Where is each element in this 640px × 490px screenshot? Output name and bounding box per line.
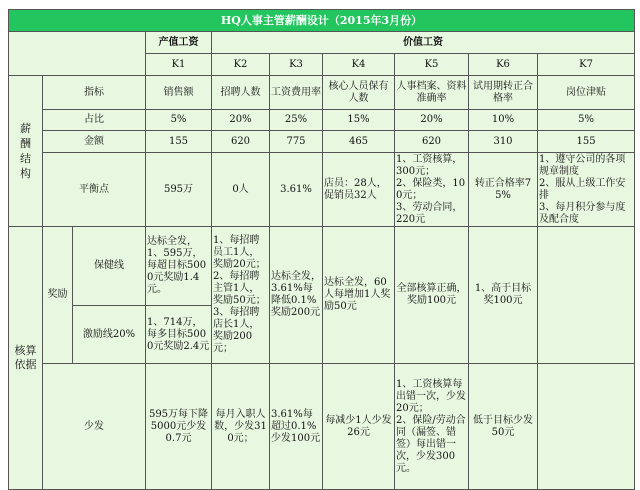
section-salary: 薪酬结构 — [9, 76, 43, 227]
reward-k4: 达标全发，60人每增加1人奖励50元 — [323, 227, 395, 364]
balance-k3: 3.61% — [270, 153, 323, 227]
ratio-k2: 20% — [212, 110, 270, 131]
balance-k5: 1、工资核算，300元； 2、保险类，100元； 3、劳动合同，220元 — [395, 153, 469, 227]
amount-k5: 620 — [395, 131, 469, 153]
ratio-k4: 15% — [323, 110, 395, 131]
balance-k6: 转正合格率75% — [469, 153, 538, 227]
incentive-line-label: 激励线20% — [73, 306, 146, 364]
amount-k7: 155 — [538, 131, 635, 153]
indicator-k6: 试用期转正合格率 — [469, 76, 538, 110]
section-basis: 核算依据 — [9, 227, 43, 490]
code-k3: K3 — [270, 54, 323, 76]
row-label-ratio: 占比 — [43, 110, 146, 131]
less-label: 少发 — [43, 364, 146, 490]
code-k7: K7 — [538, 54, 635, 76]
incentive-k1: 1、714万，每多目标5000元奖励2.4元 — [146, 306, 212, 364]
ratio-k3: 25% — [270, 110, 323, 131]
less-k2: 每月入职人数，少发310元； — [212, 364, 270, 490]
balance-k2: 0人 — [212, 153, 270, 227]
indicator-k1: 销售额 — [146, 76, 212, 110]
reward-k2: 1、每招聘员工1人，奖励20元； 2、每招聘主管1人，奖励50元； 3、每招聘店长1人，奖励200元； — [212, 227, 270, 364]
ratio-k6: 10% — [469, 110, 538, 131]
code-k6: K6 — [469, 54, 538, 76]
less-k1: 595万每下降5000元少发0.7元 — [146, 364, 212, 490]
less-k4: 每减少1人少发26元 — [323, 364, 395, 490]
amount-k4: 465 — [323, 131, 395, 153]
reward-k7 — [538, 227, 635, 364]
indicator-k5: 人事档案、资料准确率 — [395, 76, 469, 110]
code-k1: K1 — [146, 54, 212, 76]
health-k1: 达标全发，1、595万，每超目标5000元奖励1.4元。 — [146, 227, 212, 306]
ratio-k5: 20% — [395, 110, 469, 131]
less-k7 — [538, 364, 635, 490]
less-k5: 1、工资核算每出错一次，少发20元； 2、保险/劳动合同（漏签、错签）每出错一次，少发300元。 — [395, 364, 469, 490]
indicator-k3: 工资费用率 — [270, 76, 323, 110]
reward-k3: 达标全发，3.61%每降低0.1%奖励200元 — [270, 227, 323, 364]
code-k2: K2 — [212, 54, 270, 76]
row-label-balance: 平衡点 — [43, 153, 146, 227]
health-line-label: 保健线 — [73, 227, 146, 306]
corner-cell — [9, 32, 146, 76]
amount-k1: 155 — [146, 131, 212, 153]
amount-k6: 310 — [469, 131, 538, 153]
row-label-indicator: 指标 — [43, 76, 146, 110]
balance-k1: 595万 — [146, 153, 212, 227]
group-value: 价值工资 — [212, 32, 635, 54]
ratio-k1: 5% — [146, 110, 212, 131]
reward-k5: 全部核算正确，奖励100元 — [395, 227, 469, 364]
code-k4: K4 — [323, 54, 395, 76]
group-output: 产值工资 — [146, 32, 212, 54]
row-label-amount: 金额 — [43, 131, 146, 153]
balance-k4: 店员：28人，促销员32人 — [323, 153, 395, 227]
table-title: HQ人事主管薪酬设计（2015年3月份） — [9, 10, 635, 32]
reward-k6: 1、高于目标奖100元 — [469, 227, 538, 364]
less-k3: 3.61%每超过0.1%少发100元 — [270, 364, 323, 490]
salary-table — [8, 9, 635, 490]
code-k5: K5 — [395, 54, 469, 76]
indicator-k4: 核心人员保有人数 — [323, 76, 395, 110]
amount-k2: 620 — [212, 131, 270, 153]
balance-k7: 1、遵守公司的各项规章制度 2、服从上级工作安排 3、每月积分参与度及配合度 — [538, 153, 635, 227]
amount-k3: 775 — [270, 131, 323, 153]
indicator-k7: 岗位津贴 — [538, 76, 635, 110]
reward-label: 奖励 — [43, 227, 73, 364]
indicator-k2: 招聘人数 — [212, 76, 270, 110]
less-k6: 低于目标少发50元 — [469, 364, 538, 490]
ratio-k7: 5% — [538, 110, 635, 131]
